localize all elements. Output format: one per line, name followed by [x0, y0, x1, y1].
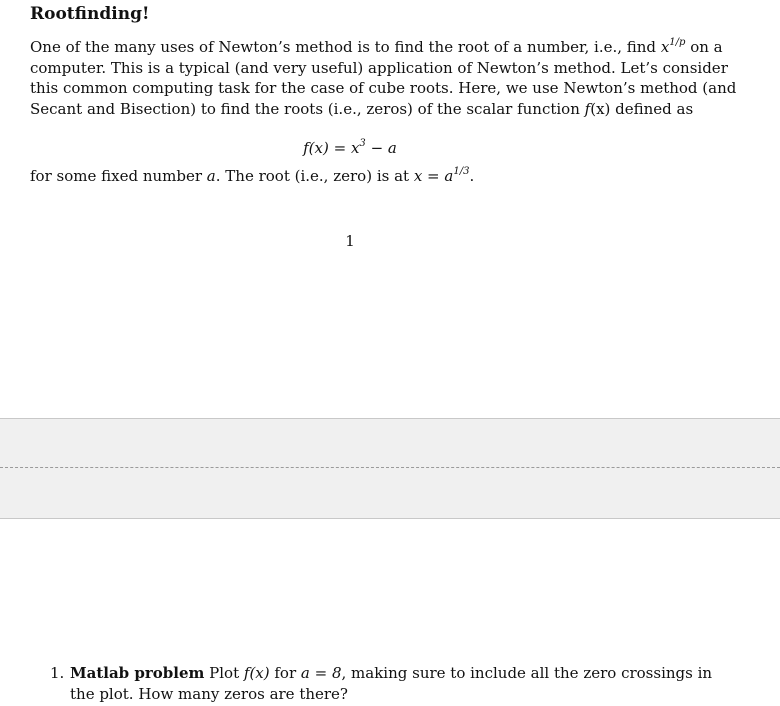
- math-exponent: 1/p: [669, 37, 686, 48]
- problem-text-3: , making sure to include all the zero crossings in: [341, 664, 713, 682]
- section-heading: Rootfinding!: [30, 4, 150, 24]
- problem-1: [50, 663, 730, 705]
- math-root-lhs: x = a: [413, 167, 454, 185]
- page-break-line: [0, 467, 780, 468]
- math-a: a: [206, 167, 216, 185]
- intro-text-2: on a computer. This is a typical (and very useful) application of Newton’s method. Let’s consider this common computing task for the case of cube roots. Here, we use Newton’s method (and Secant and Bisection) to find the roots (i.e., zeros) of the scalar function: [30, 38, 737, 118]
- problem-label: Matlab problem: [70, 664, 205, 682]
- problem-text-1: Plot: [204, 664, 244, 682]
- equation-exponent: 3: [359, 138, 366, 149]
- math-x: x: [660, 38, 670, 56]
- root-text-2: . The root (i.e., zero) is at: [215, 167, 414, 185]
- math-f: f: [584, 99, 591, 118]
- intro-text-3: defined as: [610, 99, 694, 118]
- root-text-3: .: [469, 167, 475, 185]
- page-number: 1: [345, 232, 355, 250]
- problem-math-func: f(x): [243, 664, 270, 682]
- intro-paragraph: [30, 37, 745, 119]
- problem-text-2: for: [269, 664, 301, 682]
- problem-line-2: the plot. How many zeros are there?: [70, 685, 348, 703]
- root-text-1: for some fixed number: [30, 167, 207, 185]
- math-arg: (x): [590, 99, 611, 118]
- display-equation: [0, 139, 700, 157]
- root-sentence: [30, 167, 474, 185]
- intro-text-1: One of the many uses of Newton’s method is to find the root of a number, i.e., find: [30, 38, 661, 56]
- equation-rest: − a: [365, 139, 397, 157]
- equation-base: x: [350, 139, 360, 157]
- problem-number: 1.: [50, 664, 65, 682]
- problem-math-cond: a = 8: [300, 664, 342, 682]
- math-root-exponent: 1/3: [453, 166, 470, 177]
- page-gap: [0, 418, 780, 519]
- equation-lhs: f(x) =: [303, 139, 351, 157]
